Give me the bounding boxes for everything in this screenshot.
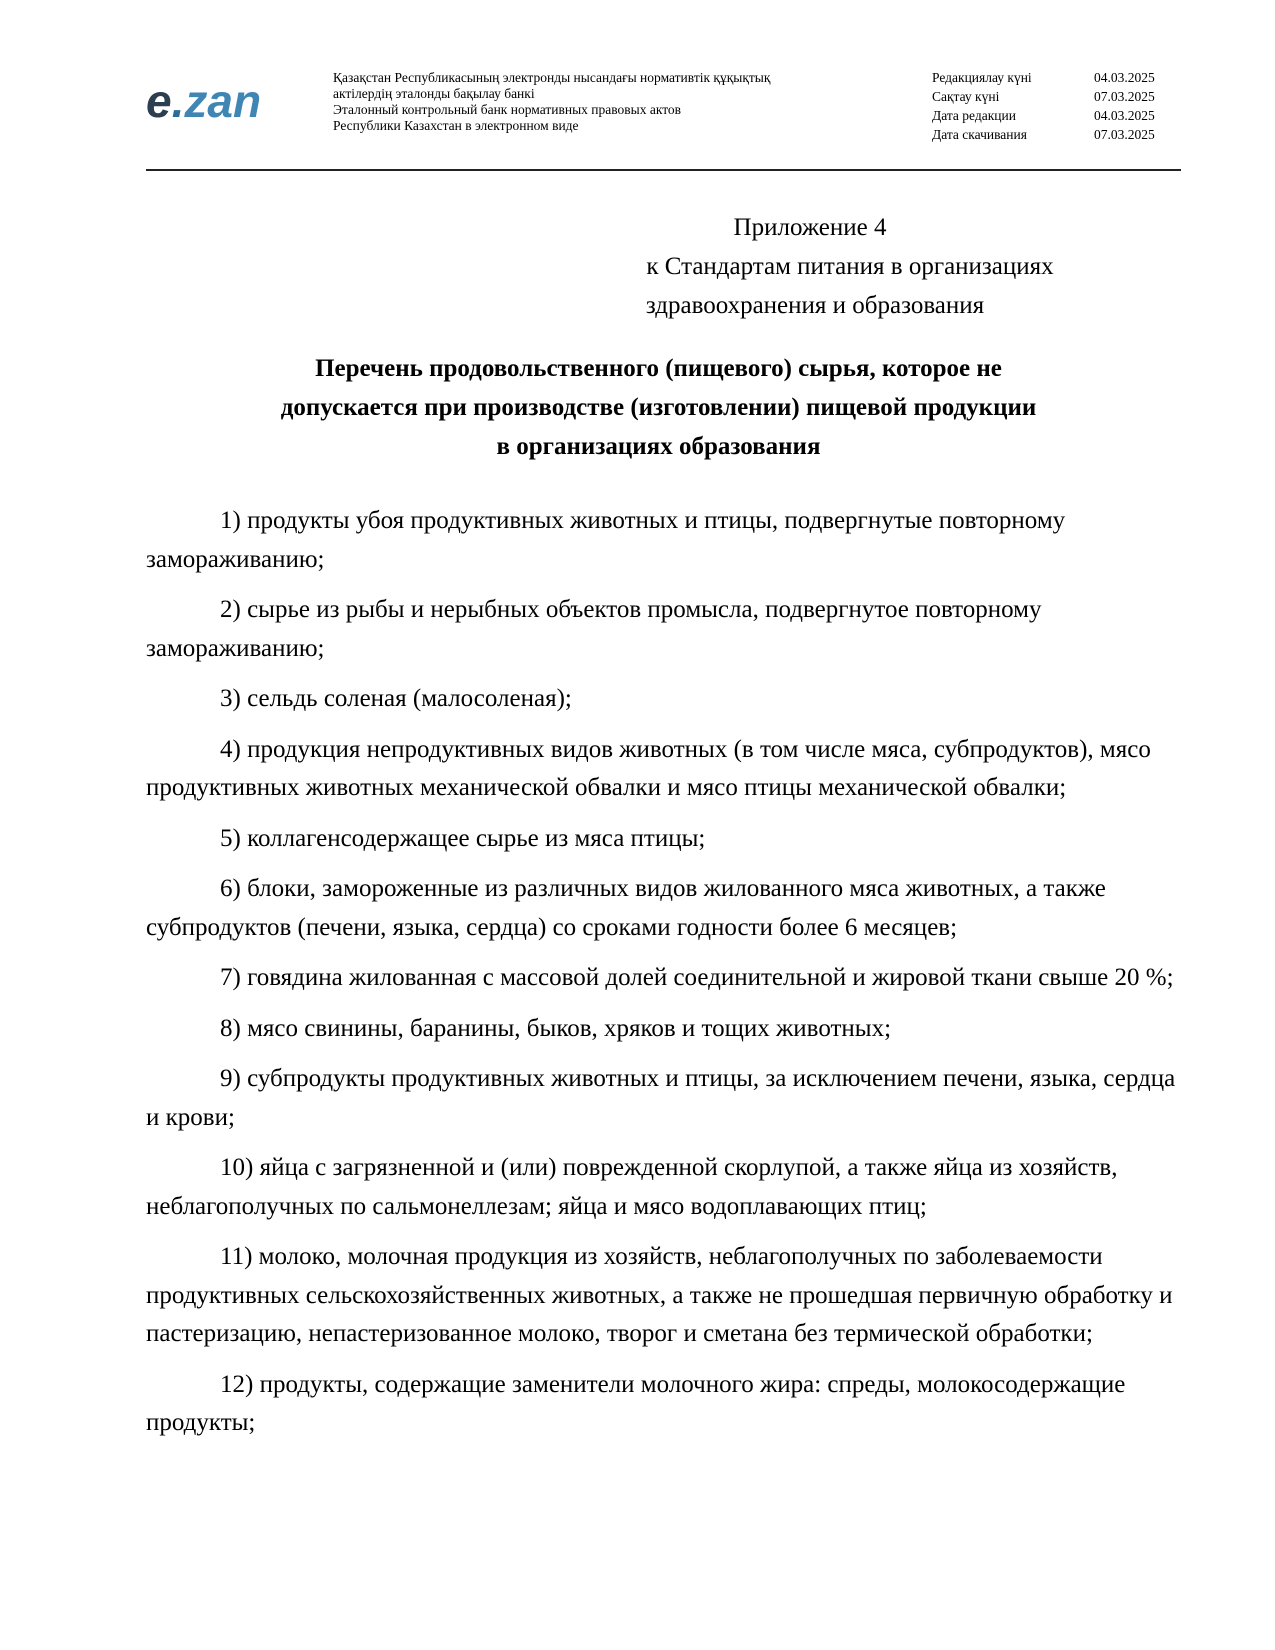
ezan-logo bbox=[146, 76, 261, 126]
date-value: 04.03.2025 bbox=[1094, 70, 1155, 85]
date-label: Сақтау күні bbox=[932, 89, 1000, 104]
bank-line-ru-1: Эталонный контрольный банк нормативных правовых актов bbox=[333, 102, 682, 117]
appendix-reference-line-1: к Стандартам питания в организациях bbox=[646, 253, 1054, 280]
date-row-edit-kz bbox=[932, 68, 1184, 87]
date-value: 04.03.2025 bbox=[1094, 108, 1155, 123]
title-line-3: в организациях образования bbox=[496, 433, 821, 460]
date-label: Дата скачивания bbox=[932, 127, 1027, 142]
date-value: 07.03.2025 bbox=[1094, 89, 1155, 104]
bank-line-ru-2: Республики Казахстан в электронном виде bbox=[333, 118, 579, 133]
appendix-reference-line-2: здравоохранения и образования bbox=[645, 292, 985, 319]
date-row-save-kz bbox=[932, 87, 1184, 106]
list-item: 8) мясо свинины, баранины, быков, хряков и тощих животных; bbox=[220, 1014, 892, 1042]
date-row-edit-ru bbox=[932, 106, 1184, 125]
prohibited-items-list bbox=[146, 502, 1186, 1455]
logo-dot: . bbox=[171, 75, 185, 127]
list-item: 1) продукты убоя продуктивных животных и птицы, подвергнутые повторному замораживанию; bbox=[146, 507, 1066, 573]
header-divider bbox=[146, 169, 1181, 171]
date-row-download-ru bbox=[932, 125, 1184, 144]
list-item: 9) субпродукты продуктивных животных и птицы, за исключением печени, языка, сердца и крови; bbox=[146, 1065, 1176, 1131]
bank-line-kz-1: Қазақстан Республикасының электронды нысандағы нормативтік құқықтық bbox=[333, 70, 771, 85]
list-item: 12) продукты, содержащие заменители молочного жира: спреды, молокосодержащие продукты; bbox=[146, 1370, 1126, 1436]
title-line-1: Перечень продовольственного (пищевого) сырья, которое не bbox=[315, 355, 1002, 382]
list-item: 5) коллагенсодержащее сырье из мяса птицы; bbox=[220, 824, 706, 852]
appendix-number: Приложение 4 bbox=[733, 214, 887, 241]
list-item: 10) яйца с загрязненной и (или) поврежденной скорлупой, а также яйца из хозяйств, неблагополучных по сальмонеллезам; яйца и мясо водоплавающих птиц; bbox=[146, 1154, 1118, 1220]
document-dates bbox=[932, 68, 1184, 144]
date-label: Редакциялау күні bbox=[932, 70, 1032, 85]
title-line-2: допускается при производстве (изготовлении) пищевой продукции bbox=[280, 394, 1037, 421]
appendix-heading bbox=[560, 208, 1180, 325]
document-header bbox=[146, 62, 1181, 164]
date-value: 07.03.2025 bbox=[1094, 127, 1155, 142]
list-item: 3) сельдь соленая (малосоленая); bbox=[220, 685, 572, 712]
date-label: Дата редакции bbox=[932, 108, 1016, 123]
list-item: 7) говядина жилованная с массовой долей соединительной и жировой ткани свыше 20 %; bbox=[220, 964, 1174, 991]
list-item: 6) блоки, замороженные из различных видов жилованного мяса животных, а также субпродуктов (печени, языка, сердца) со сроками годности более 6 месяцев; bbox=[146, 875, 1106, 941]
list-item: 4) продукция непродуктивных видов животных (в том числе мяса, субпродуктов), мясо продуктивных животных механической обвалки и мясо птицы механической обвалки; bbox=[146, 735, 1151, 801]
logo-letter-e: e bbox=[146, 75, 172, 127]
document-title bbox=[146, 349, 1181, 466]
logo-word-zan: zan bbox=[184, 75, 262, 127]
list-item: 2) сырье из рыбы и нерыбных объектов промысла, подвергнутое повторному замораживанию; bbox=[146, 596, 1042, 662]
list-item: 11) молоко, молочная продукция из хозяйств, неблагополучных по заболеваемости продуктивных сельскохозяйственных животных, а также не прошедшая первичную обработку и пастеризацию, непастеризованное молоко, творог и сметана без термической обработки; bbox=[146, 1243, 1173, 1347]
bank-line-kz-2: актілердің эталонды бақылау банкі bbox=[333, 86, 535, 101]
bank-description bbox=[333, 70, 770, 134]
